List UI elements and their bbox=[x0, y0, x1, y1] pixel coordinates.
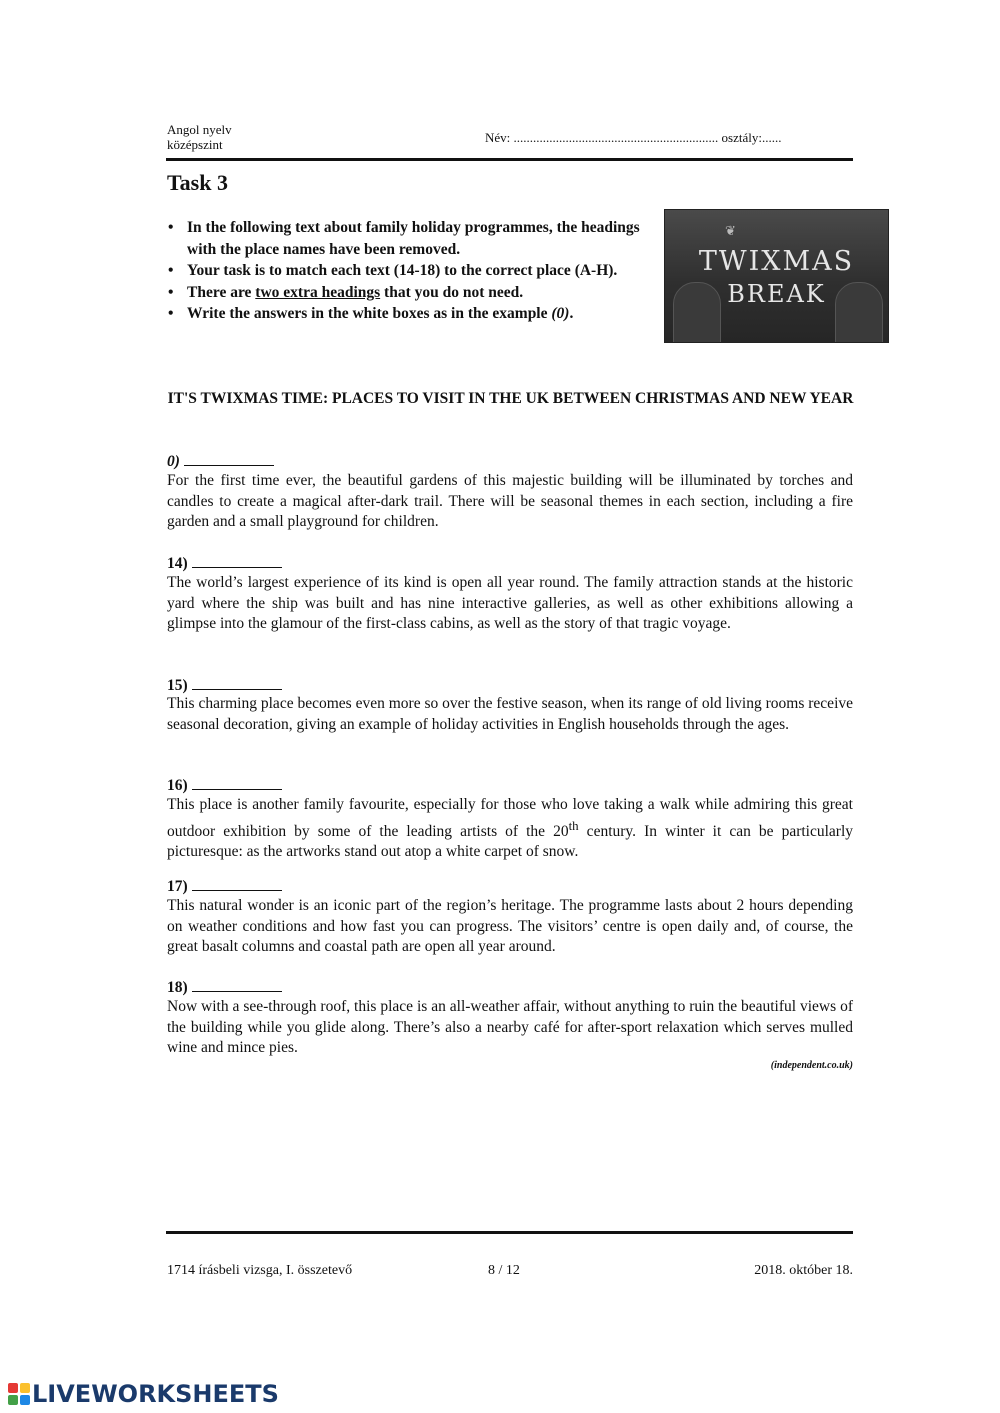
name-label: Név: bbox=[485, 130, 511, 145]
bullet-icon: • bbox=[168, 283, 174, 301]
logo-text: LIVEWORKSHEETS bbox=[32, 1380, 279, 1408]
section-text-17: This natural wonder is an iconic part of the region’s heritage. The programme lasts about 2 hours depending on weather conditions and how fast you can progress. The visitors’ centre is open daily and, of course, the great basalt columns and coastal path are open all year around. bbox=[167, 897, 853, 955]
header-divider bbox=[166, 158, 853, 161]
image-title-line2: BREAK bbox=[727, 280, 826, 308]
section-text-16: This place is another family favourite, especially for those who love taking a walk while admiring this great outdoor exhibition by some of the leading artists of the 20th century. In winter it can be particularly picturesque: as the artworks stand out atop a white carpet of snow. bbox=[167, 796, 854, 861]
name-field-dots: ............................................................... bbox=[513, 130, 719, 145]
instruction-item: • Write the answers in the white boxes as in the example (0). bbox=[167, 303, 657, 325]
footer-page-number: 8 / 12 bbox=[488, 1263, 520, 1278]
name-class-line bbox=[485, 130, 781, 146]
section-label-0: 0) bbox=[167, 451, 274, 471]
section-text-15: This charming place becomes even more so over the festive season, when its range of old living rooms receive seasonal decoration, giving an example of holiday activities in English households through the ages. bbox=[167, 695, 853, 733]
section-label-17: 17) bbox=[167, 876, 282, 896]
section-text-14: The world’s largest experience of its kind is open all year round. The family attraction stands at the historic yard where the ship was built and has nine interactive galleries, as well as other exhibitions allowing a glimpse into the glamour of the first-class cabins, as well as the story of that tragic voyage. bbox=[167, 574, 853, 632]
section-label-14: 14) bbox=[167, 553, 282, 573]
instruction-item: • In the following text about family holiday programmes, the headings with the place names have been removed. bbox=[168, 219, 640, 258]
answer-blank[interactable] bbox=[192, 553, 282, 568]
liveworksheets-mark-icon bbox=[8, 1383, 30, 1405]
underlined-phrase: two extra headings bbox=[255, 283, 381, 301]
answer-blank[interactable] bbox=[192, 876, 282, 891]
section-text-18: Now with a see-through roof, this place is an all-weather affair, without anything to ruin the beautiful views of the building while you glide along. There’s also a nearby café for after-sport relaxation which serves mulled wine and mince pies. bbox=[167, 998, 853, 1056]
answer-blank[interactable] bbox=[192, 977, 282, 992]
footer-divider bbox=[166, 1231, 853, 1234]
source-credit: (independent.co.uk) bbox=[770, 1060, 853, 1071]
instruction-item: • There are two extra headings that you do not need. bbox=[167, 282, 657, 304]
example-ref: (0) bbox=[551, 305, 570, 322]
instruction-item: • Your task is to match each text (14-18) to the correct place (A-H). bbox=[167, 260, 657, 282]
holly-icon: ❦ bbox=[725, 224, 736, 239]
bullet-icon: • bbox=[168, 305, 174, 322]
answer-blank[interactable] bbox=[192, 675, 282, 690]
twixmas-break-image bbox=[664, 209, 889, 343]
class-label: osztály:...... bbox=[721, 130, 782, 145]
section-label-18: 18) bbox=[167, 977, 282, 997]
subject-info bbox=[167, 122, 232, 152]
image-title-line1: TWIXMAS bbox=[698, 246, 855, 277]
section-label-15: 15) bbox=[167, 675, 282, 695]
subject-level: középszint bbox=[167, 137, 223, 152]
section-label-16: 16) bbox=[167, 775, 282, 795]
bullet-icon: • bbox=[168, 262, 174, 279]
bullet-icon: • bbox=[168, 219, 174, 236]
liveworksheets-logo bbox=[8, 1381, 279, 1407]
answer-blank[interactable] bbox=[192, 775, 282, 790]
article-title: IT'S TWIXMAS TIME: PLACES TO VISIT IN THE UK BETWEEN CHRISTMAS AND NEW YEAR bbox=[167, 390, 854, 407]
subject-name: Angol nyelv bbox=[167, 122, 232, 137]
footer-date: 2018. október 18. bbox=[754, 1263, 853, 1278]
instructions-list bbox=[167, 217, 657, 325]
footer-exam-info: 1714 írásbeli vizsga, I. összetevő bbox=[167, 1263, 353, 1278]
section-text-0: For the first time ever, the beautiful gardens of this majestic building will be illuminated by torches and candles to create a magical after-dark trail. There will be seasonal themes in each section, including a fire garden and a small playground for children. bbox=[167, 472, 853, 530]
answer-blank[interactable] bbox=[184, 451, 274, 466]
task-title: Task 3 bbox=[167, 170, 228, 195]
